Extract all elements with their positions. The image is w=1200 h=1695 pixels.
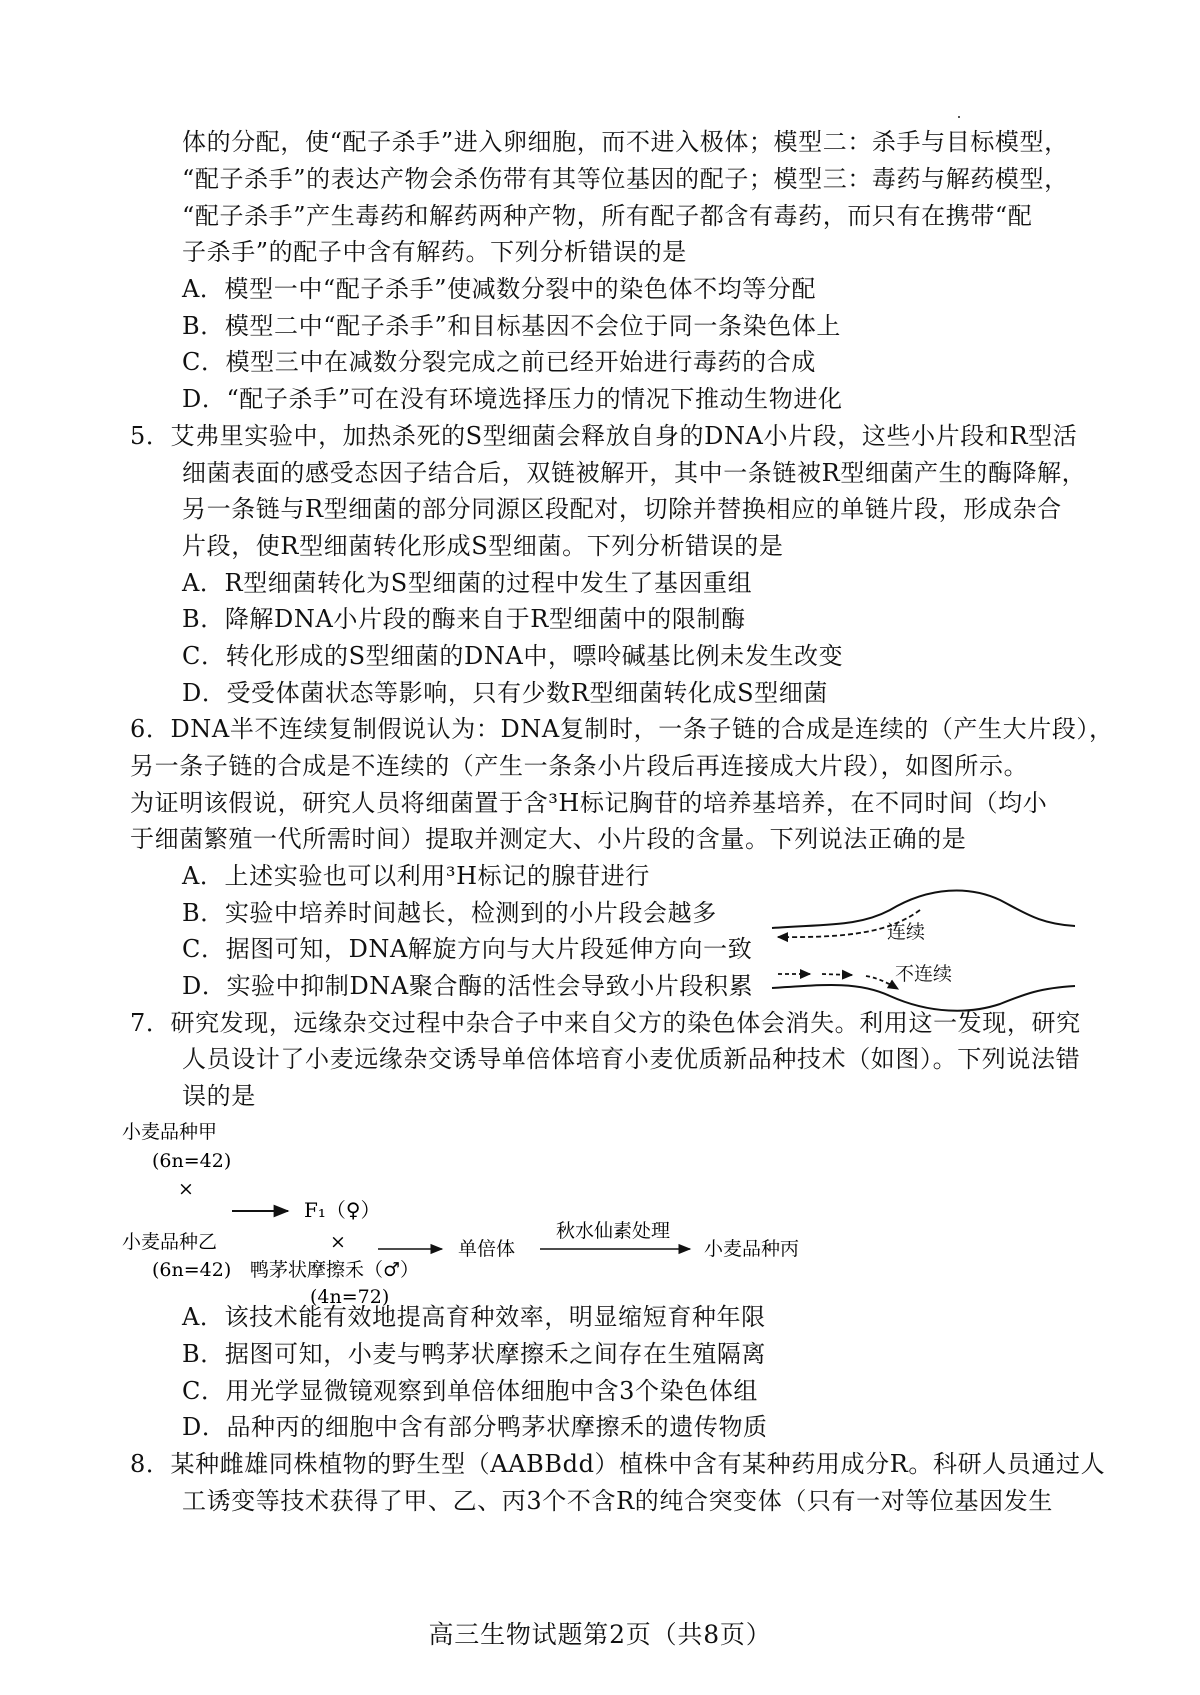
aegilops-label: 鸭茅状摩擦禾（♂） bbox=[250, 1259, 420, 1281]
wheat-b-ploidy: (6n=42) bbox=[152, 1259, 232, 1281]
q4-line-2: “配子杀手”的表达产物会杀伤带有其等位基因的配子；模型三：毒药与解药模型， bbox=[182, 165, 1069, 193]
q6-line-3: 为证明该假说，研究人员将细菌置于含³H标记胸苷的培养基培养，在不同时间（均小 bbox=[130, 789, 1048, 817]
breeding-flow-diagram bbox=[120, 1115, 880, 1308]
q5-option-b: B．降解DNA小片段的酶来自于R型细菌中的限制酶 bbox=[182, 605, 746, 633]
q4-option-a: A．模型一中“配子杀手”使减数分裂中的染色体不均等分配 bbox=[182, 275, 817, 303]
q6-option-a: A．上述实验也可以利用³H标记的腺苷进行 bbox=[182, 862, 650, 890]
q7-option-c: C．用光学显微镜观察到单倍体细胞中含3个染色体组 bbox=[182, 1377, 759, 1405]
q5-line-2: 细菌表面的感受态因子结合后，双链被解开，其中一条链被R型细菌产生的酶降解， bbox=[182, 459, 1087, 487]
q5-stem-first: 5．艾弗里实验中，加热杀死的S型细菌会释放自身的DNA小片段，这些小片段和R型活 bbox=[130, 422, 1078, 450]
q7-option-a: A．该技术能有效地提高育种效率，明显缩短育种年限 bbox=[182, 1303, 766, 1331]
label-discontinuous: 不连续 bbox=[895, 963, 953, 985]
q5-option-d: D．受受体菌状态等影响，只有少数R型细菌转化成S型细菌 bbox=[182, 679, 828, 707]
cross-symbol-2: × bbox=[330, 1231, 346, 1253]
q6-line-2: 另一条子链的合成是不连续的（产生一条条小片段后再连接成大片段），如图所示。 bbox=[130, 752, 1029, 780]
q5-option-c: C．转化形成的S型细菌的DNA中，嘌呤碱基比例未发生改变 bbox=[182, 642, 844, 670]
q5-option-a: A．R型细菌转化为S型细菌的过程中发生了基因重组 bbox=[182, 569, 753, 597]
cross-symbol-1: × bbox=[178, 1178, 194, 1200]
q4-line-3: “配子杀手”产生毒药和解药两种产物，所有配子都含有毒药，而只有在携带“配 bbox=[182, 202, 1033, 230]
q6-option-b: B．实验中培养时间越长，检测到的小片段会越多 bbox=[182, 899, 717, 927]
wheat-c-label: 小麦品种丙 bbox=[704, 1238, 800, 1260]
wheat-a-ploidy: (6n=42) bbox=[152, 1150, 232, 1172]
wheat-b-label: 小麦品种乙 bbox=[122, 1231, 218, 1253]
q4-line-4: 子杀手”的配子中含有解药。下列分析错误的是 bbox=[182, 238, 687, 266]
q6-line-4: 于细菌繁殖一代所需时间）提取并测定大、小片段的含量。下列说法正确的是 bbox=[130, 825, 967, 853]
wheat-a-label: 小麦品种甲 bbox=[122, 1121, 218, 1143]
f1-label: F₁（♀） bbox=[304, 1198, 381, 1222]
q6-option-c: C．据图可知，DNA解旋方向与大片段延伸方向一致 bbox=[182, 935, 753, 963]
q7-option-d: D．品种丙的细胞中含有部分鸭茅状摩擦禾的遗传物质 bbox=[182, 1413, 768, 1441]
q5-line-3: 另一条链与R型细菌的部分同源区段配对，切除并替换相应的单链片段，形成杂合 bbox=[182, 495, 1062, 523]
treatment-label: 秋水仙素处理 bbox=[556, 1220, 671, 1242]
lagging-fragment-3 bbox=[866, 976, 898, 989]
q7-stem-first: 7．研究发现，远缘杂交过程中杂合子中来自父方的染色体会消失。利用这一发现，研究 bbox=[130, 1009, 1081, 1037]
q4-option-b: B．模型二中“配子杀手”和目标基因不会位于同一条染色体上 bbox=[182, 312, 841, 340]
q6-option-d: D．实验中抑制DNA聚合酶的活性会导致小片段积累 bbox=[182, 972, 754, 1000]
lagging-fragment-2 bbox=[822, 974, 852, 975]
q4-option-c: C．模型三中在减数分裂完成之前已经开始进行毒药的合成 bbox=[182, 348, 816, 376]
label-continuous: 连续 bbox=[887, 921, 926, 943]
q7-line-3: 误的是 bbox=[182, 1082, 256, 1110]
q7-option-b: B．据图可知，小麦与鸭茅状摩擦禾之间存在生殖隔离 bbox=[182, 1340, 767, 1368]
aegilops-ploidy: (4n=72) bbox=[310, 1286, 390, 1308]
q4-option-d: D．“配子杀手”可在没有环境选择压力的情况下推动生物进化 bbox=[182, 385, 843, 413]
q6-stem-first: 6．DNA半不连续复制假说认为：DNA复制时，一条子链的合成是连续的（产生大片段）， bbox=[130, 715, 1114, 743]
haploid-label: 单倍体 bbox=[458, 1238, 516, 1260]
q8-line-2: 工诱变等技术获得了甲、乙、丙3个不含R的纯合突变体（只有一对等位基因发生 bbox=[182, 1487, 1053, 1515]
q8-stem-first: 8．某种雌雄同株植物的野生型（AABBdd）植株中含有某种药用成分R。科研人员通过人 bbox=[130, 1450, 1106, 1478]
page-footer: 高三生物试题第2页（共8页） bbox=[428, 1620, 772, 1649]
q7-line-2: 人员设计了小麦远缘杂交诱导单倍体培育小麦优质新品种技术（如图）。下列说法错 bbox=[182, 1045, 1081, 1073]
q5-line-4: 片段，使R型细菌转化形成S型细菌。下列分析错误的是 bbox=[182, 532, 784, 560]
q4-line-1: 体的分配，使“配子杀手”进入卵细胞，而不进入极体；模型二：杀手与目标模型， bbox=[182, 128, 1069, 156]
dna-replication-diagram bbox=[770, 880, 1080, 1015]
scan-speck bbox=[958, 116, 960, 118]
